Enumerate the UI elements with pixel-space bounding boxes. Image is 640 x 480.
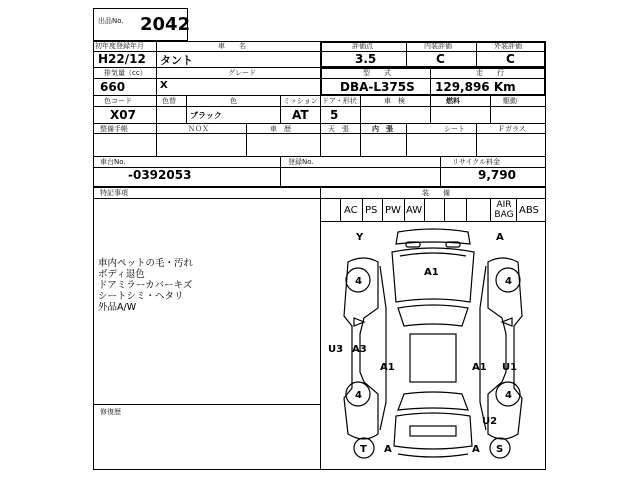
exterior-value: C — [506, 52, 515, 66]
note-item: ボディ退色 — [98, 269, 145, 280]
inspection-label: 車 検 — [384, 97, 405, 105]
lot-number-box — [93, 8, 191, 41]
car-damage-diagram — [320, 222, 546, 470]
equip-pw: PW — [385, 205, 401, 216]
mark-spare-t: T — [360, 444, 367, 455]
color-value: ブラック — [190, 111, 222, 120]
transmission-label: ミッション — [283, 97, 318, 105]
recycle-value: 9,790 — [478, 168, 516, 182]
mark-wheel-fr: 4 — [505, 276, 512, 287]
seat-label: シート — [444, 125, 465, 133]
repair-history-label: 修復歴 — [100, 408, 121, 416]
reg-year-label: 初年度登録年月 — [95, 42, 144, 50]
mark-rear-u2: U2 — [482, 416, 498, 427]
chassis-no-label: 車台No. — [100, 158, 126, 166]
mark-front-right: A — [496, 232, 504, 243]
equipment-label: 装 備 — [422, 189, 450, 197]
maintenance-label: 整備手帳 — [100, 125, 128, 133]
exterior-label: 外装評価 — [494, 42, 522, 50]
equip-ps: PS — [365, 205, 378, 216]
mark-rear-right: A — [472, 444, 480, 455]
note-item: シートシミ・ヘタリ — [98, 291, 184, 302]
color-code-label: 色コード — [104, 97, 132, 105]
mark-front-left: Y — [356, 232, 364, 243]
displacement-label: 排気量（cc） — [104, 69, 147, 77]
recycle-label: リサイクル料金 — [452, 158, 501, 166]
model-label: 型 式 — [363, 69, 391, 77]
transmission-value: AT — [292, 108, 309, 122]
grade-label: グレード — [228, 69, 256, 77]
grade-value: X — [160, 80, 168, 91]
door-label: ドア・形状 — [322, 97, 357, 105]
score-value: 3.5 — [355, 52, 377, 66]
mileage-value: 129,896 Km — [435, 80, 516, 94]
front-glass-label: Ｆガラス — [498, 125, 526, 133]
equip-aw: AW — [406, 205, 423, 216]
equip-ac: AC — [344, 205, 358, 216]
fuel-label: 燃料 — [446, 97, 460, 105]
mark-left-door: A1 — [380, 362, 395, 373]
reg-no-label: 登録No. — [288, 158, 314, 166]
nox-label: ＮＯＸ — [188, 125, 209, 133]
color-label: 色 — [230, 97, 237, 105]
door-value: 5 — [330, 108, 339, 122]
note-item: 外品A/W — [98, 302, 137, 313]
color-type-label: 色替 — [162, 97, 176, 105]
mark-wheel-rl: 4 — [355, 390, 362, 401]
mark-wheel-fl: 4 — [355, 276, 362, 287]
model-value: DBA-L375S — [340, 80, 415, 94]
car-name-label: 車 名 — [218, 42, 246, 50]
drive-label: 駆動 — [503, 97, 517, 105]
car-name-value: タント — [160, 54, 193, 67]
interior-label: 内装評価 — [424, 42, 452, 50]
mark-left-a3: A3 — [352, 344, 367, 355]
equip-airbag: AIR BAG — [494, 200, 514, 220]
note-item: 車内ペットの毛・汚れ — [98, 258, 194, 269]
mark-rear-left: A — [384, 444, 392, 455]
displacement-value: 660 — [100, 80, 126, 94]
roof-label: 天 張 — [328, 125, 349, 133]
mark-spare-s: S — [496, 444, 504, 455]
mileage-label: 走 行 — [476, 69, 504, 77]
mark-right-u1: U1 — [502, 362, 518, 373]
mark-right-door: A1 — [472, 362, 487, 373]
interior-value: C — [436, 52, 445, 66]
history-label: 車 歴 — [270, 125, 291, 133]
color-code-value: X07 — [110, 108, 136, 122]
lot-number-label: 出品No. — [98, 17, 124, 25]
equip-abs: ABS — [519, 205, 539, 216]
mark-left-u3: U3 — [328, 344, 344, 355]
reg-year-value: H22/12 — [98, 52, 146, 66]
mark-wheel-rr: 4 — [505, 390, 512, 401]
notes-label: 特記事項 — [100, 189, 128, 197]
chassis-no-value: -0392053 — [128, 168, 192, 182]
interior-upholstery-label: 内 張 — [372, 125, 393, 133]
mark-hood: A1 — [424, 267, 439, 278]
lot-number: 2042 — [140, 14, 191, 35]
note-item: ドアミラーカバーキズ — [98, 280, 193, 291]
score-label: 評価点 — [352, 42, 373, 50]
